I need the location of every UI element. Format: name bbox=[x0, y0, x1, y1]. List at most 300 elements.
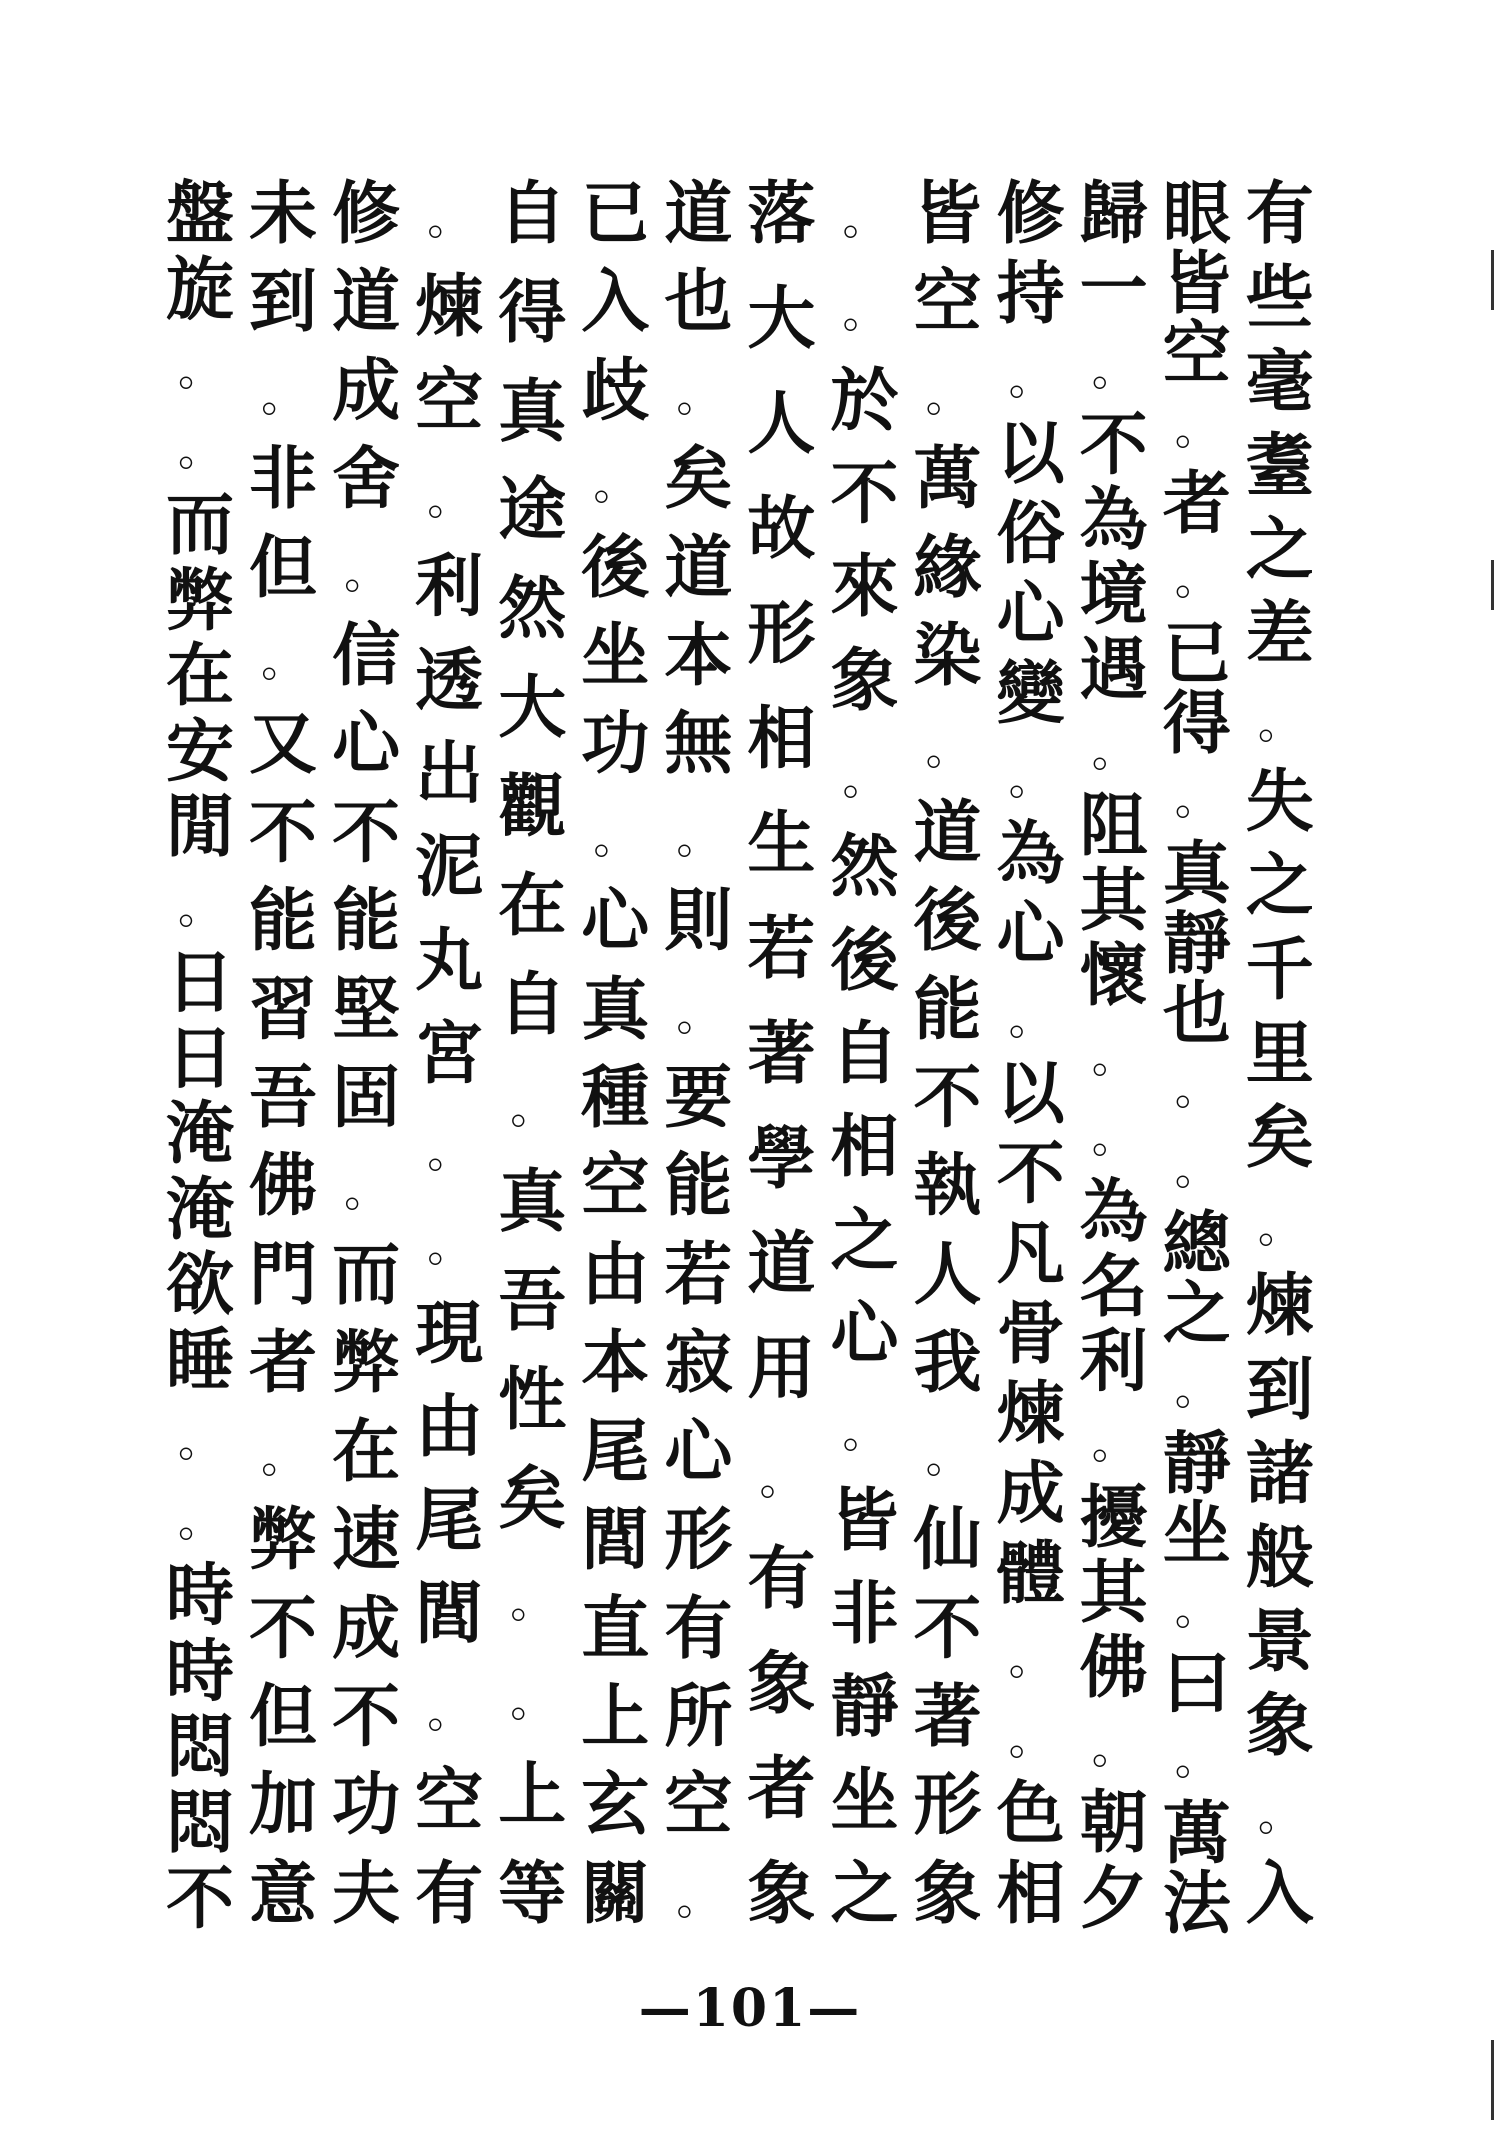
circle-mark: 。 bbox=[261, 1431, 306, 1483]
text-char: 泥 bbox=[415, 827, 484, 908]
text-char: 相 bbox=[830, 1107, 899, 1188]
text-column bbox=[825, 180, 905, 1940]
text-column bbox=[741, 174, 821, 1940]
text-char: 夫 bbox=[332, 1853, 401, 1934]
text-char: 形 bbox=[747, 594, 816, 674]
circle-mark: 。 bbox=[1174, 1364, 1219, 1415]
text-char: 萬 bbox=[913, 439, 982, 520]
text-char: 之 bbox=[1162, 1274, 1231, 1354]
text-char: 上 bbox=[498, 1755, 567, 1835]
text-char: 景 bbox=[1245, 1602, 1314, 1682]
text-char: 用 bbox=[747, 1329, 816, 1409]
text-char: 寂 bbox=[664, 1323, 733, 1404]
text-char: 大 bbox=[498, 668, 567, 749]
text-char: 速 bbox=[332, 1500, 401, 1581]
text-char: 本 bbox=[664, 616, 733, 697]
text-char: 之 bbox=[830, 1200, 899, 1281]
text-char: 而 bbox=[165, 485, 234, 566]
text-char: 坐 bbox=[830, 1760, 899, 1841]
text-char: 在 bbox=[332, 1411, 401, 1492]
text-char: 種 bbox=[581, 1058, 650, 1139]
text-char: 直 bbox=[581, 1588, 650, 1669]
text-char: 宮 bbox=[415, 1013, 484, 1094]
text-char: 矣 bbox=[1245, 1098, 1314, 1178]
text-char: 染 bbox=[913, 616, 982, 697]
page-number: —101— bbox=[638, 1978, 862, 2039]
text-char: 睡 bbox=[165, 1320, 234, 1401]
text-column bbox=[492, 174, 572, 1940]
text-char: 真 bbox=[581, 969, 650, 1050]
text-char: 象 bbox=[913, 1853, 982, 1934]
circle-mark: 。 bbox=[344, 1166, 389, 1218]
text-char: 歸 bbox=[1079, 174, 1148, 254]
circle-mark: 。 bbox=[1091, 1723, 1136, 1775]
text-char: 已 bbox=[1162, 614, 1231, 694]
text-char: 阻 bbox=[1079, 785, 1148, 866]
circle-mark: 。 bbox=[925, 724, 970, 776]
text-char: 坐 bbox=[1162, 1494, 1231, 1574]
text-char: 則 bbox=[664, 881, 733, 962]
text-char: 曰 bbox=[1162, 1644, 1231, 1724]
text-char: 矣 bbox=[664, 439, 733, 520]
text-char: 空 bbox=[913, 262, 982, 343]
text-char: 後 bbox=[830, 920, 899, 1001]
text-char: 形 bbox=[664, 1500, 733, 1581]
text-char: 俗 bbox=[996, 494, 1065, 574]
text-char: 弊 bbox=[249, 1500, 318, 1581]
circle-mark: 。 bbox=[427, 1127, 472, 1179]
text-char: 淹 bbox=[165, 1094, 234, 1175]
circle-mark: 。 bbox=[1174, 404, 1219, 455]
text-char: 萬 bbox=[1162, 1794, 1231, 1874]
text-char: 有 bbox=[1245, 174, 1314, 254]
text-char: 由 bbox=[415, 1387, 484, 1468]
circle-mark: 。 bbox=[510, 1083, 555, 1135]
text-char: 出 bbox=[415, 733, 484, 814]
text-char: 著 bbox=[913, 1676, 982, 1757]
text-char: 然 bbox=[830, 827, 899, 908]
text-char: 故 bbox=[747, 489, 816, 569]
text-char: 法 bbox=[1162, 1864, 1231, 1944]
circle-mark: 。 bbox=[1091, 1417, 1136, 1469]
text-char: 心 bbox=[996, 894, 1065, 974]
text-char: 骨 bbox=[996, 1294, 1065, 1374]
text-column bbox=[908, 174, 988, 1940]
text-char: 自 bbox=[830, 1013, 899, 1094]
text-char: 修 bbox=[996, 174, 1065, 254]
text-char: 已 bbox=[581, 174, 650, 254]
text-char: 朝 bbox=[1079, 1783, 1148, 1864]
text-char: 境 bbox=[1079, 555, 1148, 636]
text-char: 空 bbox=[664, 1765, 733, 1846]
circle-mark: 。 bbox=[1008, 1634, 1053, 1685]
circle-mark: 。 bbox=[676, 812, 721, 864]
text-char: 有 bbox=[664, 1588, 733, 1669]
text-char: 學 bbox=[747, 1119, 816, 1199]
text-char: 有 bbox=[747, 1539, 816, 1619]
circle-mark: 。 bbox=[1174, 1734, 1219, 1785]
text-char: 門 bbox=[249, 1234, 318, 1315]
text-char: 後 bbox=[581, 527, 650, 608]
circle-mark: 。 bbox=[427, 194, 472, 245]
text-char: 舍 bbox=[332, 439, 401, 520]
text-char: 坐 bbox=[581, 616, 650, 697]
text-char: 落 bbox=[747, 174, 816, 254]
text-char: 一 bbox=[1079, 249, 1148, 330]
circle-mark: 。 bbox=[676, 370, 721, 422]
text-char: 功 bbox=[332, 1765, 401, 1846]
text-column bbox=[1157, 174, 1237, 1944]
text-char: 體 bbox=[996, 1534, 1065, 1614]
text-char: 人 bbox=[913, 1234, 982, 1315]
text-char: 性 bbox=[498, 1359, 567, 1440]
circle-mark: 。 bbox=[1091, 1031, 1136, 1083]
text-char: 尾 bbox=[415, 1480, 484, 1561]
text-char: 諸 bbox=[1245, 1434, 1314, 1514]
circle-mark: 。 bbox=[427, 473, 472, 525]
text-char: 悶 bbox=[165, 1707, 234, 1788]
text-char: 能 bbox=[913, 969, 982, 1050]
text-char: 佛 bbox=[1079, 1628, 1148, 1709]
text-column bbox=[991, 174, 1071, 1940]
text-char: 象 bbox=[747, 1854, 816, 1934]
text-char: 弊 bbox=[165, 560, 234, 641]
scan-edge-mark bbox=[1491, 250, 1494, 310]
text-char: 無 bbox=[664, 704, 733, 785]
text-char: 夕 bbox=[1079, 1858, 1148, 1939]
text-char: 關 bbox=[581, 1853, 650, 1934]
text-column bbox=[326, 174, 406, 1940]
text-char: 而 bbox=[332, 1234, 401, 1315]
text-column bbox=[409, 180, 489, 1940]
text-char: 著 bbox=[747, 1014, 816, 1094]
text-char: 堅 bbox=[332, 969, 401, 1050]
circle-mark: 。 bbox=[1257, 698, 1302, 749]
text-char: 習 bbox=[249, 969, 318, 1050]
text-char: 成 bbox=[332, 350, 401, 431]
text-char: 道 bbox=[664, 527, 733, 608]
text-char: 般 bbox=[1245, 1518, 1314, 1598]
text-char: 差 bbox=[1245, 594, 1314, 674]
circle-mark: 。 bbox=[1174, 774, 1219, 825]
text-char: 閒 bbox=[165, 787, 234, 868]
text-char: 千 bbox=[1245, 930, 1314, 1010]
circle-mark: 。 bbox=[1174, 1064, 1219, 1115]
circle-mark: 。 bbox=[593, 812, 638, 864]
circle-mark: 。 bbox=[178, 1416, 222, 1468]
text-char: 也 bbox=[1162, 974, 1231, 1054]
text-char: 道 bbox=[747, 1224, 816, 1304]
text-char: 我 bbox=[913, 1323, 982, 1404]
text-char: 但 bbox=[249, 527, 318, 608]
text-column bbox=[243, 174, 323, 1940]
circle-mark: 。 bbox=[676, 1873, 721, 1925]
circle-mark: 。 bbox=[1174, 1584, 1219, 1635]
text-char: 空 bbox=[581, 1146, 650, 1227]
text-char: 其 bbox=[1079, 1552, 1148, 1633]
text-char: 又 bbox=[249, 704, 318, 785]
text-char: 煉 bbox=[415, 267, 484, 348]
text-char: 心 bbox=[664, 1411, 733, 1492]
text-char: 盤 bbox=[165, 174, 234, 254]
text-char: 丸 bbox=[415, 920, 484, 1001]
circle-mark: 。 bbox=[1091, 344, 1136, 396]
text-char: 時 bbox=[165, 1631, 234, 1712]
text-char: 失 bbox=[1245, 762, 1314, 842]
text-char: 能 bbox=[332, 881, 401, 962]
text-char: 吾 bbox=[498, 1260, 567, 1341]
text-char: 真 bbox=[1162, 834, 1231, 914]
text-char: 為 bbox=[1079, 479, 1148, 560]
text-char: 道 bbox=[913, 792, 982, 873]
text-char: 透 bbox=[415, 640, 484, 721]
text-char: 能 bbox=[249, 881, 318, 962]
text-char: 弊 bbox=[332, 1323, 401, 1404]
text-char: 空 bbox=[415, 360, 484, 441]
text-char: 在 bbox=[165, 636, 234, 717]
text-column bbox=[658, 174, 738, 1940]
text-char: 非 bbox=[249, 439, 318, 520]
text-char: 道 bbox=[332, 262, 401, 343]
text-char: 閭 bbox=[581, 1500, 650, 1581]
text-char: 之 bbox=[830, 1853, 899, 1934]
text-char: 仙 bbox=[913, 1500, 982, 1581]
text-char: 入 bbox=[581, 262, 650, 343]
text-char: 然 bbox=[498, 569, 567, 650]
text-char: 不 bbox=[996, 1134, 1065, 1214]
circle-mark: 。 bbox=[427, 1687, 472, 1739]
text-char: 以 bbox=[996, 1054, 1065, 1134]
circle-mark: 。 bbox=[676, 989, 721, 1041]
circle-mark: 。 bbox=[178, 345, 222, 397]
text-char: 心 bbox=[830, 1293, 899, 1374]
text-char: 不 bbox=[249, 792, 318, 873]
text-char: 加 bbox=[249, 1765, 318, 1846]
circle-mark: 。 bbox=[1174, 1144, 1219, 1195]
text-char: 不 bbox=[165, 1858, 234, 1939]
circle-mark: 。 bbox=[759, 1454, 804, 1505]
text-char: 者 bbox=[747, 1749, 816, 1829]
circle-mark: 。 bbox=[1174, 554, 1219, 605]
text-char: 遇 bbox=[1079, 630, 1148, 711]
text-char: 上 bbox=[581, 1676, 650, 1757]
circle-mark: 。 bbox=[1257, 1202, 1302, 1253]
text-char: 於 bbox=[830, 360, 899, 441]
text-char: 大 bbox=[747, 279, 816, 359]
circle-mark: 。 bbox=[178, 1496, 222, 1548]
text-char: 為 bbox=[996, 814, 1065, 894]
text-char: 真 bbox=[498, 371, 567, 452]
text-char: 現 bbox=[415, 1293, 484, 1374]
text-char: 途 bbox=[498, 470, 567, 551]
text-char: 相 bbox=[996, 1854, 1065, 1934]
text-char: 毫 bbox=[1245, 342, 1314, 422]
text-char: 淹 bbox=[165, 1169, 234, 1250]
text-char: 閭 bbox=[415, 1573, 484, 1654]
text-char: 佛 bbox=[249, 1146, 318, 1227]
text-char: 皆 bbox=[830, 1480, 899, 1561]
text-char: 相 bbox=[747, 699, 816, 779]
text-char: 歧 bbox=[581, 350, 650, 431]
text-char: 要 bbox=[664, 1058, 733, 1139]
text-char: 靜 bbox=[830, 1667, 899, 1748]
circle-mark: 。 bbox=[593, 459, 638, 511]
text-char: 不 bbox=[913, 1588, 982, 1669]
text-char: 後 bbox=[913, 881, 982, 962]
text-char: 象 bbox=[747, 1644, 816, 1724]
text-char: 皆 bbox=[1162, 244, 1231, 324]
text-char: 本 bbox=[581, 1323, 650, 1404]
circle-mark: 。 bbox=[1091, 725, 1136, 777]
circle-mark: 。 bbox=[261, 636, 306, 688]
text-char: 不 bbox=[1079, 404, 1148, 485]
text-char: 煉 bbox=[996, 1374, 1065, 1454]
circle-mark: 。 bbox=[925, 370, 970, 422]
circle-mark: 。 bbox=[1257, 1790, 1302, 1841]
circle-mark: 。 bbox=[842, 287, 887, 339]
text-char: 所 bbox=[664, 1676, 733, 1757]
text-char: 等 bbox=[498, 1853, 567, 1934]
text-char: 為 bbox=[1079, 1171, 1148, 1252]
text-char: 緣 bbox=[913, 527, 982, 608]
text-char: 象 bbox=[830, 640, 899, 721]
circle-mark: 。 bbox=[1008, 994, 1053, 1045]
text-char: 自 bbox=[498, 964, 567, 1045]
text-column bbox=[160, 174, 240, 1940]
text-char: 空 bbox=[415, 1760, 484, 1841]
circle-mark: 。 bbox=[344, 547, 389, 599]
text-char: 自 bbox=[498, 174, 567, 254]
circle-mark: 。 bbox=[842, 753, 887, 805]
circle-mark: 。 bbox=[842, 194, 887, 245]
circle-mark: 。 bbox=[842, 1407, 887, 1459]
circle-mark: 。 bbox=[178, 882, 222, 934]
text-char: 其 bbox=[1079, 861, 1148, 942]
text-char: 靜 bbox=[1162, 1424, 1231, 1504]
circle-mark: 。 bbox=[261, 370, 306, 422]
text-char: 信 bbox=[332, 616, 401, 697]
circle-mark: 。 bbox=[178, 425, 222, 477]
text-char: 也 bbox=[664, 262, 733, 343]
text-char: 象 bbox=[1245, 1686, 1314, 1766]
text-char: 有 bbox=[415, 1853, 484, 1934]
text-char: 若 bbox=[664, 1234, 733, 1315]
circle-mark: 。 bbox=[510, 1676, 555, 1728]
text-char: 不 bbox=[913, 1058, 982, 1139]
text-char: 心 bbox=[581, 881, 650, 962]
text-char: 里 bbox=[1245, 1014, 1314, 1094]
text-char: 安 bbox=[165, 711, 234, 792]
text-char: 由 bbox=[581, 1234, 650, 1315]
text-char: 利 bbox=[1079, 1322, 1148, 1403]
text-char: 些 bbox=[1245, 258, 1314, 338]
text-char: 悶 bbox=[165, 1783, 234, 1863]
text-char: 名 bbox=[1079, 1246, 1148, 1327]
text-char: 尾 bbox=[581, 1411, 650, 1492]
text-char: 凡 bbox=[996, 1214, 1065, 1294]
text-char: 懷 bbox=[1079, 936, 1148, 1017]
text-column bbox=[1240, 174, 1320, 1940]
text-char: 入 bbox=[1245, 1854, 1314, 1934]
text-char: 意 bbox=[249, 1853, 318, 1934]
text-char: 靜 bbox=[1162, 904, 1231, 984]
text-char: 成 bbox=[332, 1588, 401, 1669]
text-char: 耋 bbox=[1245, 426, 1314, 506]
text-char: 心 bbox=[996, 574, 1065, 654]
text-char: 皆 bbox=[913, 174, 982, 254]
text-char: 未 bbox=[249, 174, 318, 254]
circle-mark: 。 bbox=[1008, 754, 1053, 805]
text-column bbox=[575, 174, 655, 1940]
text-char: 色 bbox=[996, 1774, 1065, 1854]
text-char: 者 bbox=[249, 1323, 318, 1404]
text-char: 空 bbox=[1162, 314, 1231, 394]
text-char: 利 bbox=[415, 547, 484, 628]
text-char: 真 bbox=[498, 1162, 567, 1243]
text-char: 日 bbox=[165, 942, 234, 1023]
text-char: 煉 bbox=[1245, 1266, 1314, 1346]
text-char: 吾 bbox=[249, 1058, 318, 1139]
circle-mark: 。 bbox=[1008, 354, 1053, 405]
text-char: 心 bbox=[332, 704, 401, 785]
circle-mark: 。 bbox=[1008, 1714, 1053, 1765]
text-char: 生 bbox=[747, 804, 816, 884]
text-char: 功 bbox=[581, 704, 650, 785]
text-char: 在 bbox=[498, 865, 567, 946]
text-char: 玄 bbox=[581, 1765, 650, 1846]
circle-mark: 。 bbox=[1091, 1111, 1136, 1163]
text-char: 到 bbox=[249, 262, 318, 343]
text-char: 旋 bbox=[165, 249, 234, 330]
text-char: 道 bbox=[664, 174, 733, 254]
text-char: 以 bbox=[996, 414, 1065, 494]
text-char: 矣 bbox=[498, 1458, 567, 1539]
text-char: 總 bbox=[1162, 1204, 1231, 1284]
text-char: 形 bbox=[913, 1765, 982, 1846]
vertical-text-body bbox=[160, 174, 1320, 1944]
text-char: 不 bbox=[332, 792, 401, 873]
text-char: 擾 bbox=[1079, 1477, 1148, 1558]
text-char: 非 bbox=[830, 1573, 899, 1654]
text-char: 修 bbox=[332, 174, 401, 254]
text-char: 變 bbox=[996, 654, 1065, 734]
text-char: 日 bbox=[165, 1018, 234, 1099]
text-char: 之 bbox=[1245, 510, 1314, 590]
text-char: 來 bbox=[830, 547, 899, 628]
text-char: 成 bbox=[996, 1454, 1065, 1534]
text-char: 之 bbox=[1245, 846, 1314, 926]
text-char: 得 bbox=[498, 272, 567, 353]
circle-mark: 。 bbox=[925, 1431, 970, 1483]
text-char: 觀 bbox=[498, 766, 567, 847]
text-column bbox=[1074, 174, 1154, 1940]
text-char: 但 bbox=[249, 1676, 318, 1757]
circle-mark: 。 bbox=[510, 1577, 555, 1629]
text-char: 欲 bbox=[165, 1245, 234, 1326]
text-char: 若 bbox=[747, 909, 816, 989]
text-char: 不 bbox=[249, 1588, 318, 1669]
text-char: 時 bbox=[165, 1556, 234, 1637]
text-char: 能 bbox=[664, 1146, 733, 1227]
text-char: 到 bbox=[1245, 1350, 1314, 1430]
circle-mark: 。 bbox=[427, 1220, 472, 1272]
text-char: 者 bbox=[1162, 464, 1231, 544]
text-char: 固 bbox=[332, 1058, 401, 1139]
text-char: 眼 bbox=[1162, 174, 1231, 254]
text-char: 持 bbox=[996, 254, 1065, 334]
text-char: 不 bbox=[332, 1676, 401, 1757]
text-char: 執 bbox=[913, 1146, 982, 1227]
